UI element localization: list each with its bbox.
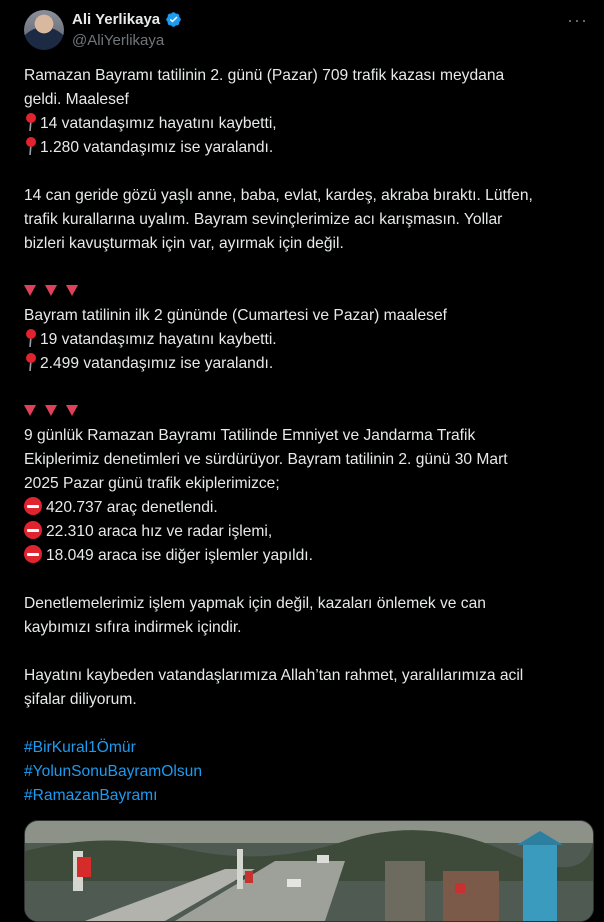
photo-scene [25, 821, 593, 921]
round-pushpin-icon [24, 112, 38, 132]
text-line: Denetlemelerimiz işlem yapmak için değil, kazaları önlemek ve can [24, 595, 486, 612]
text-line: Ramazan Bayramı tatilinin 2. günü (Pazar) 709 trafik kazası meydana [24, 67, 505, 84]
verified-badge-icon [165, 11, 182, 28]
round-pushpin-icon [24, 352, 38, 372]
hashtag-link[interactable]: #BirKural1Ömür [24, 739, 136, 756]
tweet-header [0, 0, 604, 60]
no-entry-icon [24, 521, 42, 539]
text-line: 14 can geride gözü yaşlı anne, baba, evlat, kardeş, akraba bıraktı. Lütfen, [24, 187, 533, 204]
red-triangle-down-icon [24, 285, 36, 296]
text-line: 18.049 araca ise diğer işlemler yapıldı. [24, 544, 584, 568]
red-triangle-down-icon [66, 285, 78, 296]
author-row [72, 11, 182, 28]
text-line: Ekiplerimiz denetimleri ve sürdürüyor. Bayram tatilinin 2. günü 30 Mart [24, 451, 508, 468]
round-pushpin-icon [24, 136, 38, 156]
author-handle[interactable]: @AliYerlikaya [72, 32, 165, 49]
text-line: trafik kurallarına uyalım. Bayram sevinçlerimize acı karışmasın. Yollar [24, 211, 503, 228]
text-line: Bayram tatilinin ilk 2 gününde (Cumartesi ve Pazar) maalesef [24, 307, 447, 324]
text-line: geldi. Maalesef [24, 91, 129, 108]
more-options-icon[interactable]: ··· [567, 10, 588, 30]
text-line: kaybımızı sıfıra indirmek içindir. [24, 619, 242, 636]
attached-photo[interactable] [24, 820, 594, 922]
text-line: Hayatını kaybeden vatandaşlarımıza Allah’tan rahmet, yaralılarımıza acil [24, 667, 524, 684]
text-line: 22.310 araca hız ve radar işlemi, [24, 520, 584, 544]
text-line: 19 vatandaşımız hayatını kaybetti. [24, 328, 584, 352]
text-line: 14 vatandaşımız hayatını kaybetti, [24, 112, 584, 136]
text-line: 2.499 vatandaşımız ise yaralandı. [24, 352, 584, 376]
text-line: 2025 Pazar günü trafik ekiplerimizce; [24, 475, 280, 492]
no-entry-icon [24, 497, 42, 515]
text-line: şifalar diliyorum. [24, 691, 137, 708]
no-entry-icon [24, 545, 42, 563]
text-line: 1.280 vatandaşımız ise yaralandı. [24, 136, 584, 160]
red-triangle-down-icon [45, 405, 57, 416]
text-line: 420.737 araç denetlendi. [24, 496, 584, 520]
red-triangle-down-icon [66, 405, 78, 416]
triangles-row [24, 400, 584, 424]
triangles-row [24, 280, 584, 304]
text-line: bizleri kavuşturmak için var, ayırmak için değil. [24, 235, 344, 252]
round-pushpin-icon [24, 328, 38, 348]
tweet-text [24, 64, 584, 808]
text-line: 9 günlük Ramazan Bayramı Tatilinde Emniyet ve Jandarma Trafik [24, 427, 476, 444]
avatar[interactable] [24, 10, 64, 50]
red-triangle-down-icon [24, 405, 36, 416]
red-triangle-down-icon [45, 285, 57, 296]
author-name[interactable]: Ali Yerlikaya [72, 11, 161, 28]
hashtag-link[interactable]: #RamazanBayramı [24, 787, 158, 804]
hashtag-link[interactable]: #YolunSonuBayramOlsun [24, 763, 203, 780]
